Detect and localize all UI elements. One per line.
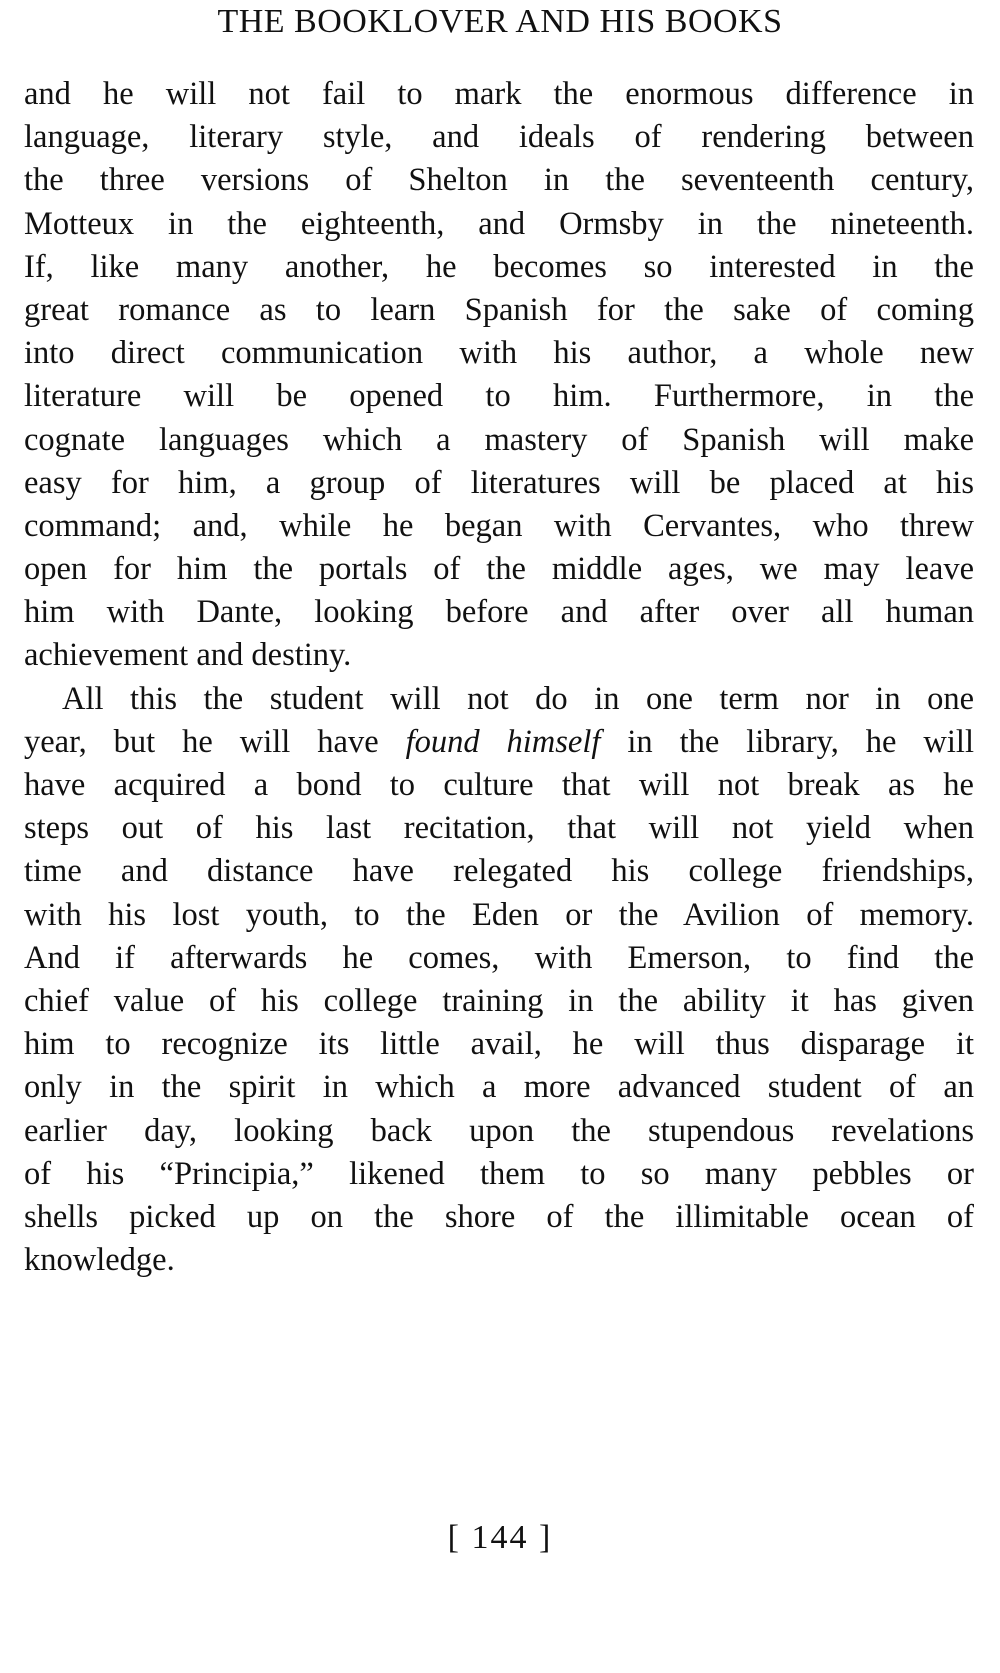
italic-phrase: found himself	[405, 723, 601, 760]
text-line: And if afterwards he comes, with Emerson, to find the	[24, 939, 974, 976]
page-number: [ 144 ]	[447, 1519, 553, 1556]
text-line: steps out of his last recitation, that will not yield when	[24, 810, 974, 847]
running-head: THE BOOKLOVER AND HIS BOOKS	[217, 3, 783, 40]
text-line: chief value of his college training in the ability it has given	[24, 982, 974, 1019]
body-text	[24, 73, 974, 1282]
text-line: into direct communication with his author, a whole new	[24, 335, 974, 372]
text-line: only in the spirit in which a more advanced student of an	[24, 1069, 974, 1106]
paragraph-2	[24, 678, 974, 1283]
text-line: knowledge.	[24, 1242, 175, 1279]
text-line: have acquired a bond to culture that will not break as he	[24, 767, 974, 803]
text-line-with-italic	[24, 721, 974, 764]
text-line: Motteux in the eighteenth, and Ormsby in the nineteenth.	[24, 205, 974, 242]
text-line: If, like many another, he becomes so interested in the	[24, 248, 974, 285]
text-line: All this the student will not do in one term nor in one	[62, 680, 974, 717]
text-run: year, but he will have	[24, 723, 406, 760]
text-line: literature will be opened to him. Furthermore, in the	[24, 378, 974, 415]
text-line: cognate languages which a mastery of Spanish will make	[24, 421, 974, 458]
text-line: achievement and destiny.	[24, 637, 352, 674]
text-line: language, literary style, and ideals of rendering between	[24, 119, 974, 156]
text-run: in the library, he will	[600, 723, 974, 760]
text-line: time and distance have relegated his college friendships,	[24, 853, 974, 890]
text-line: him to recognize its little avail, he will thus disparage it	[24, 1026, 974, 1063]
text-line: with his lost youth, to the Eden or the Avilion of memory.	[24, 896, 974, 933]
text-line: of his “Principia,” likened them to so many pebbles or	[24, 1155, 974, 1192]
text-line: easy for him, a group of literatures will be placed at his	[24, 464, 974, 501]
text-line: open for him the portals of the middle ages, we may leave	[24, 551, 974, 588]
text-line: great romance as to learn Spanish for the sake of coming	[24, 291, 974, 328]
text-line: him with Dante, looking before and after over all human	[24, 594, 974, 631]
text-line: shells picked up on the shore of the illimitable ocean of	[24, 1198, 974, 1235]
text-line: the three versions of Shelton in the seventeenth century,	[24, 162, 974, 199]
text-line: earlier day, looking back upon the stupendous revelations	[24, 1112, 974, 1149]
text-line: and he will not fail to mark the enormous difference in	[24, 76, 974, 112]
paragraph-1	[24, 73, 974, 678]
text-line: command; and, while he began with Cervantes, who threw	[24, 507, 974, 544]
